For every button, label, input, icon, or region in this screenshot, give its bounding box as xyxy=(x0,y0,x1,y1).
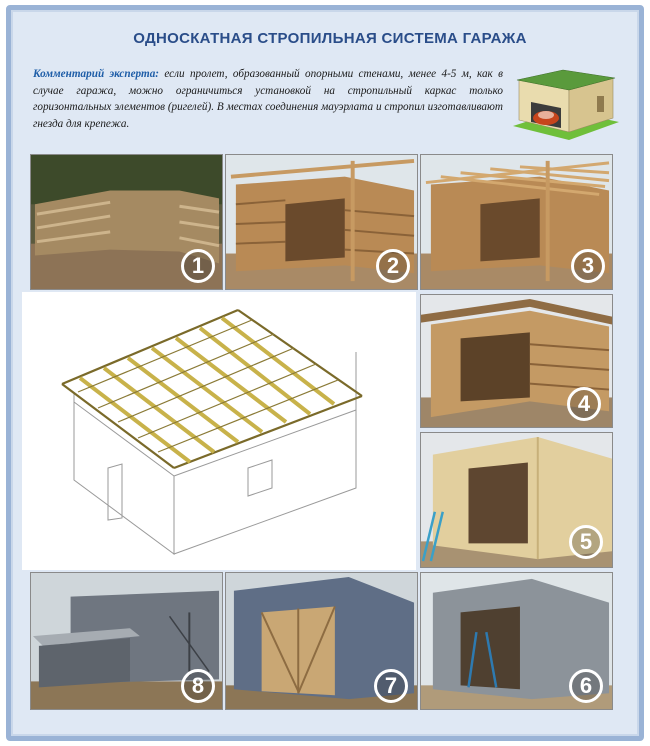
step-number-4: 4 xyxy=(567,387,601,421)
step-photo-6 xyxy=(420,572,613,710)
step-photo-1 xyxy=(30,154,223,290)
expert-comment-box xyxy=(31,64,627,150)
step-number-3: 3 xyxy=(571,249,605,283)
step-number-6: 6 xyxy=(569,669,603,703)
comment-text: если пролет, образованный опорными стенами, менее 4-5 м, как в случае гаража, можно ограничиться установкой на стропильный каркас только горизонтальных элементов (ригелей). В местах соединения мауэрлата и стропил изготавливают гнезда для крепежа. xyxy=(33,68,503,130)
step-photo-2 xyxy=(225,154,418,290)
step-number-7: 7 xyxy=(374,669,408,703)
step-number-5: 5 xyxy=(569,525,603,559)
step-photo-7 xyxy=(225,572,418,710)
rafter-diagram xyxy=(22,292,416,570)
step-number-1: 1 xyxy=(181,249,215,283)
comment-lead: Комментарий эксперта: xyxy=(33,68,160,80)
expert-comment xyxy=(33,66,503,132)
step-photo-8 xyxy=(30,572,223,710)
step-number-8: 8 xyxy=(181,669,215,703)
step-number-2: 2 xyxy=(376,249,410,283)
step-photo-4 xyxy=(420,294,613,428)
step-photo-5 xyxy=(420,432,613,568)
step-photo-3 xyxy=(420,154,613,290)
rafter-diagram-panel xyxy=(22,292,416,570)
page-title: ОДНОСКАТНАЯ СТРОПИЛЬНАЯ СИСТЕМА ГАРАЖА xyxy=(133,30,527,47)
garage-illustration xyxy=(509,60,621,142)
